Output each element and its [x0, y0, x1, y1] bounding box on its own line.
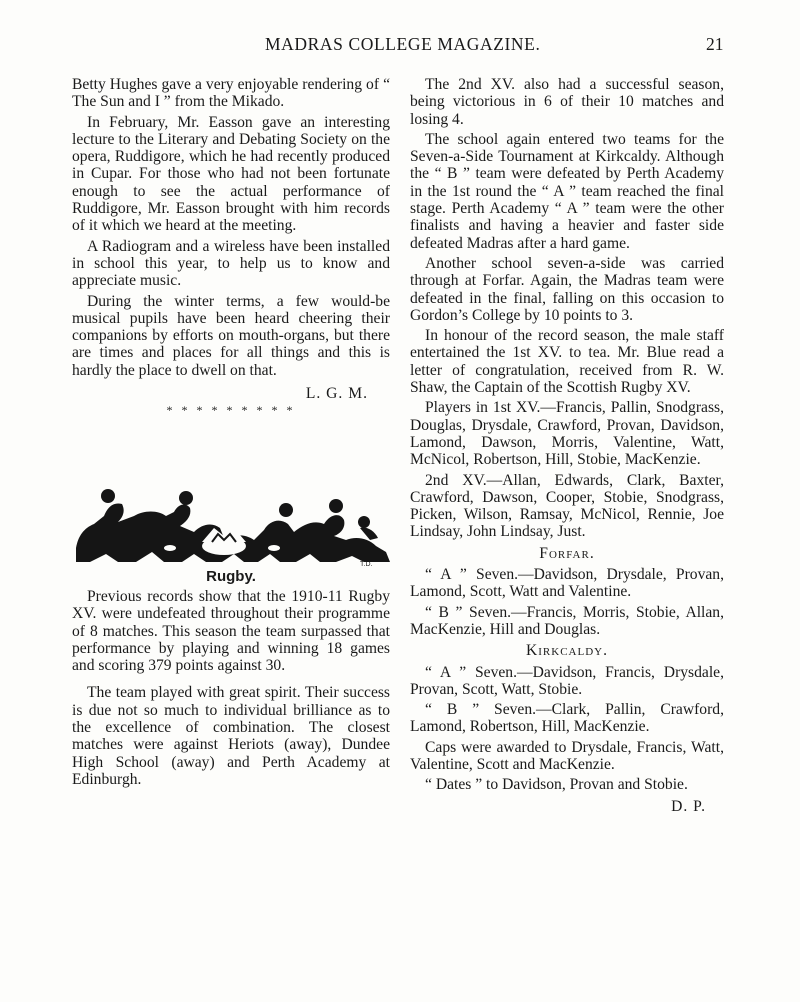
paragraph: “ A ” Seven.—Davidson, Francis, Drysdale, Provan, Scott, Watt, Stobie. — [410, 663, 724, 698]
page-number: 21 — [706, 34, 724, 54]
rugby-scrum-illustration — [74, 476, 392, 568]
paragraph: The 2nd XV. also had a successful season, being victorious in 6 of their 10 matches and losing 4. — [410, 76, 724, 128]
page-header — [0, 34, 800, 56]
paragraph: The team played with great spirit. Their success is due not so much to individual brilliance as to the excellence of combination. The closest matches were against Heriots (away), Dundee High School (away) and Perth Academy at Edinburgh. — [72, 684, 390, 788]
paragraph: In honour of the record season, the male staff entertained the 1st XV. to tea. Mr. Blue read a letter of congratulation, received from R. W. Shaw, the Captain of the Scottish Rugby XV. — [410, 327, 724, 397]
paragraph: A Radiogram and a wireless have been installed in school this year, to help us to know and appreciate music. — [72, 237, 390, 290]
subheading-kirkcaldy: Kirkcaldy. — [526, 642, 608, 660]
paragraph: “ B ” Seven.—Francis, Morris, Stobie, Allan, MacKenzie, Hill and Douglas. — [410, 603, 724, 638]
subheading-forfar: Forfar. — [539, 544, 595, 562]
right-column — [410, 76, 724, 815]
paragraph: Players in 1st XV.—Francis, Pallin, Snodgrass, Douglas, Drysdale, Crawford, Provan, Davidson, Lamond, Dawson, Morris, Valentine, Watt, McNicol, Robertson, Hill, Stobie, MacKenzie. — [410, 399, 724, 469]
paragraph: “ B ” Seven.—Clark, Pallin, Crawford, Lamond, Robertson, Hill, MacKenzie. — [410, 701, 724, 736]
author-signature: D. P. — [671, 797, 706, 815]
paragraph: During the winter terms, a few would-be musical pupils have been heard cheering their companions by efforts on mouth-organs, but there are times and places for all things and this is hardly the place to dwell on that. — [72, 292, 390, 379]
paragraph: 2nd XV.—Allan, Edwards, Clark, Baxter, Crawford, Dawson, Cooper, Stobie, Snodgrass, Picken, Wilson, Ramsay, McNicol, Rennie, Joe Lindsay, John Lindsay, Just. — [410, 471, 724, 541]
section-heading: Rugby. — [206, 567, 256, 585]
paragraph: The school again entered two teams for the Seven-a-Side Tournament at Kirkcaldy. Although the “ B ” team were defeated by Perth Academy in the 1st round the “ A ” team reached the final stage. Perth Academy “ A ” team were the other finalists and having a heavier and faster side defeated Madras after a hard game. — [410, 130, 724, 252]
paragraph: In February, Mr. Easson gave an interesting lecture to the Literary and Debating Society on the opera, Ruddigore, which he had recently produced in Cupar. For those who had not been fortunate enough to see the actual performance of Ruddigore, Mr. Easson brought with him records of it which we heard at the meeting. — [72, 113, 390, 235]
paragraph: “ A ” Seven.—Davidson, Drysdale, Provan, Lamond, Scott, Watt and Valentine. — [410, 566, 724, 601]
author-signature: L. G. M. — [305, 385, 368, 403]
illustration-initials: T.D. — [360, 560, 373, 568]
paragraph: “ Dates ” to Davidson, Provan and Stobie. — [425, 776, 688, 794]
paragraph: Another school seven-a-side was carried through at Forfar. Again, the Madras team were defeated in the final, falling on this occasion to Gordon’s College by 10 points to 3. — [410, 254, 724, 324]
paragraph: Previous records show that the 1910-11 Rugby XV. were undefeated throughout their programme of 8 matches. This season the team surpassed that performance by playing and winning 18 games and scoring 379 points against 30. — [72, 587, 390, 675]
magazine-title: MADRAS COLLEGE MAGAZINE. — [265, 34, 541, 54]
paragraph: Caps were awarded to Drysdale, Francis, Watt, Valentine, Scott and MacKenzie. — [410, 738, 724, 773]
section-divider: * * * * * * * * * — [166, 403, 296, 418]
paragraph: Betty Hughes gave a very enjoyable rendering of “ The Sun and I ” from the Mikado. — [72, 76, 390, 111]
left-column — [72, 76, 390, 791]
